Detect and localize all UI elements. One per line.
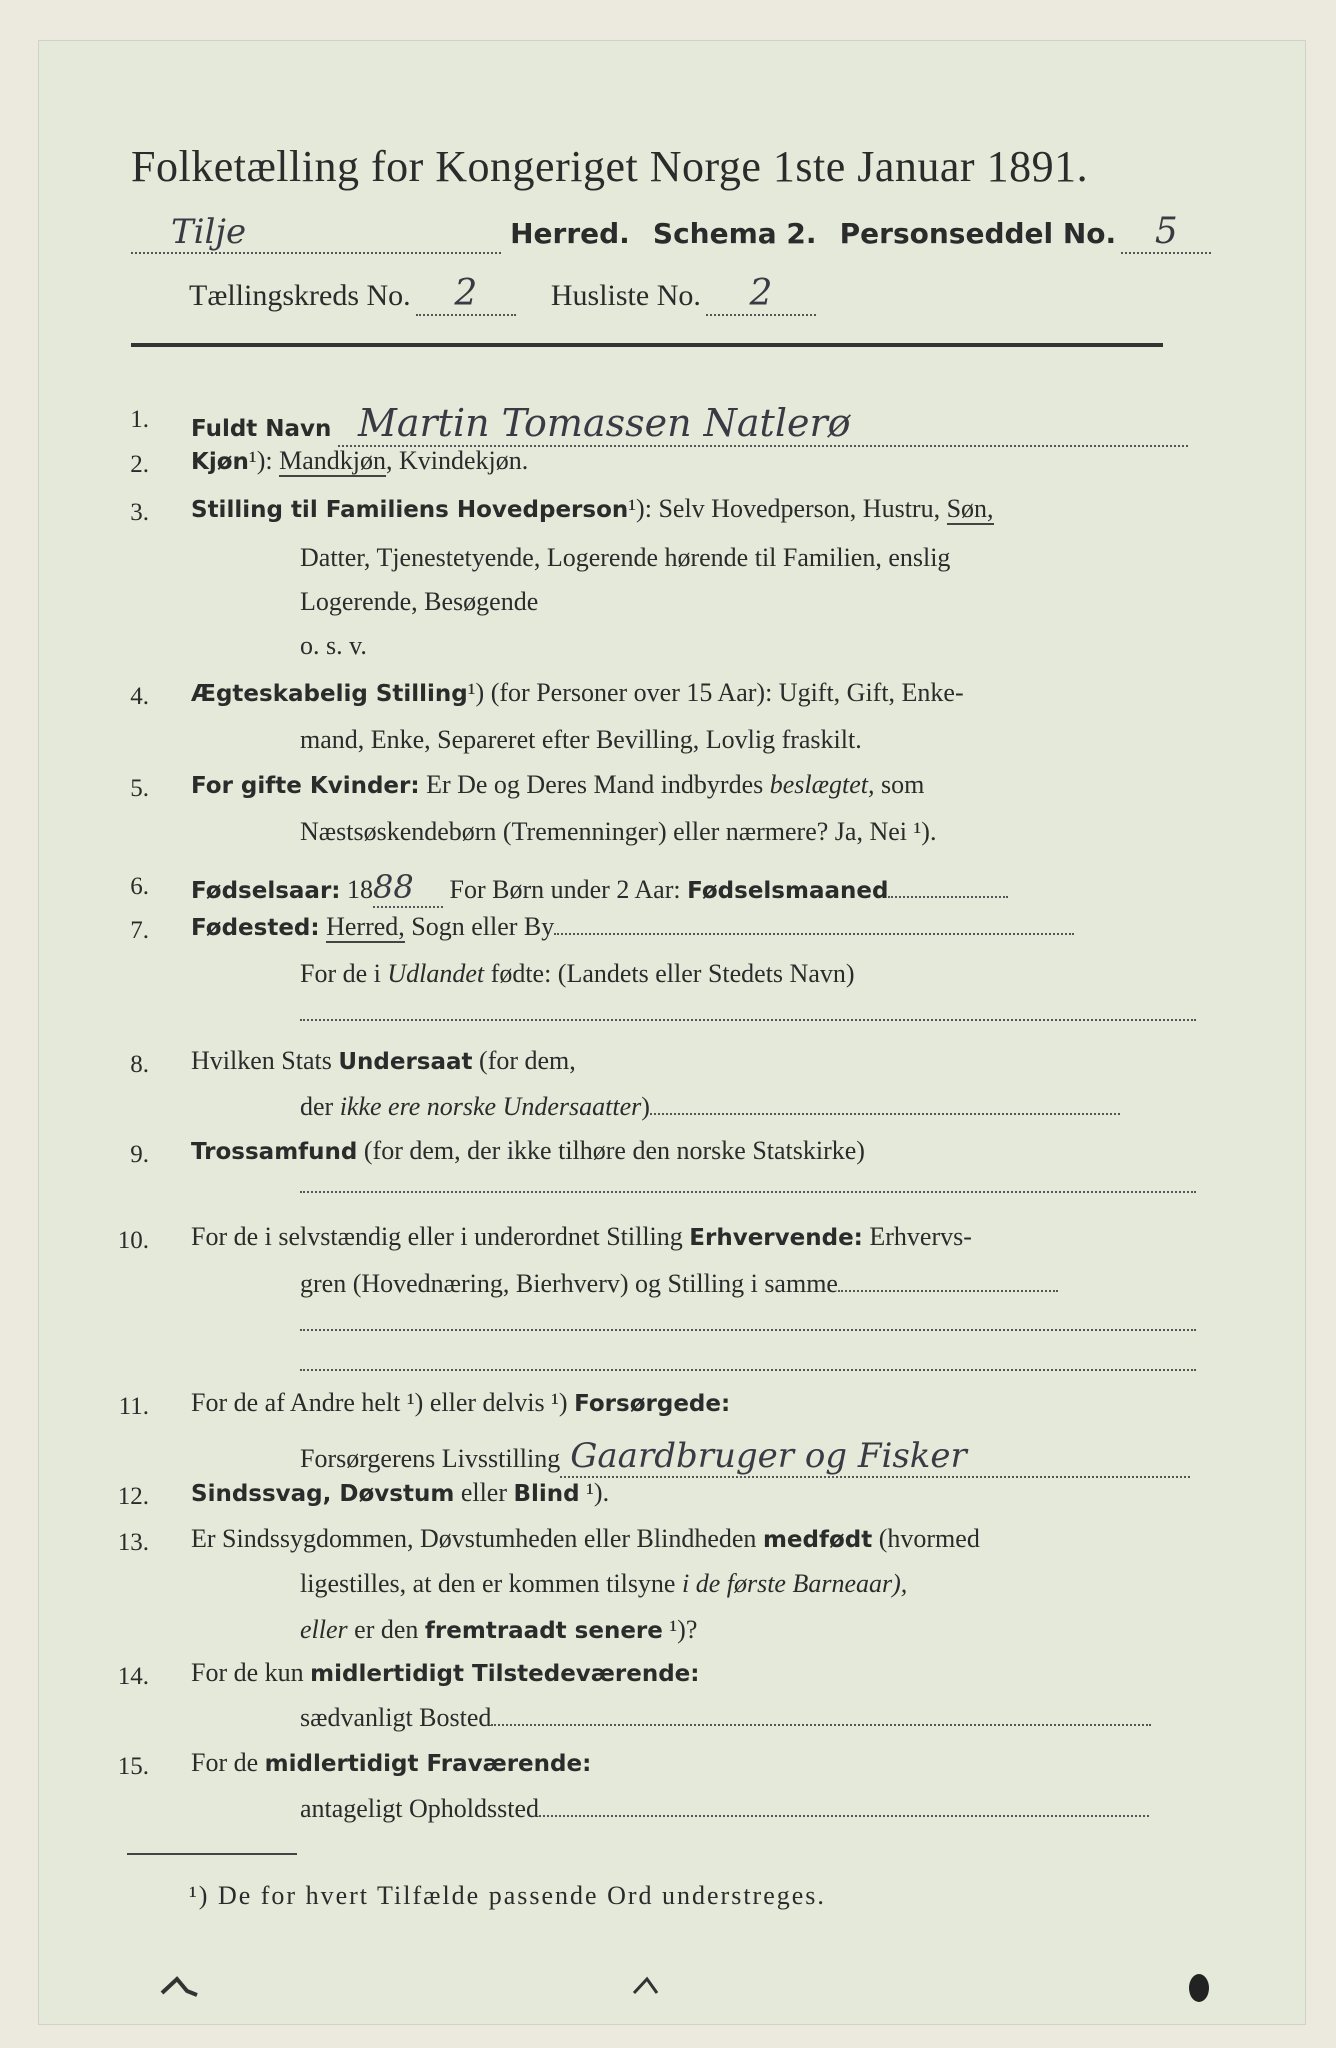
q12-label-2: Blind	[513, 1481, 580, 1507]
q15-label: midlertidigt Fraværende:	[264, 1751, 592, 1777]
q11-value: Gaardbruger og Fisker	[560, 1436, 1190, 1478]
item-number: 8.	[130, 1051, 149, 1078]
item-number: 14.	[117, 1663, 149, 1690]
item-number: 12.	[117, 1483, 149, 1510]
q2-rest: , Kvindekjøn.	[385, 446, 529, 475]
schema-label: Schema 2.	[652, 217, 817, 250]
q5-line-1	[191, 770, 924, 800]
footnote-rule	[127, 1853, 297, 1855]
q6-prefix: 18	[340, 875, 373, 904]
husliste-label: Husliste No.	[550, 279, 701, 312]
q6-label: Fødselsaar:	[191, 878, 341, 904]
q7-label: Fødested:	[191, 915, 320, 941]
q8-text-1b: (for dem,	[472, 1046, 576, 1075]
q3-line-3: Logerende, Besøgende	[300, 587, 539, 616]
q11-text-1a: For de af Andre helt ¹) eller delvis ¹)	[191, 1388, 575, 1417]
q7-line-2	[300, 959, 855, 989]
q14-line-2	[300, 1703, 1151, 1733]
q13-text-3i: eller	[300, 1615, 348, 1644]
q7-text-2b: fødte: (Landets eller Stedets Navn)	[484, 959, 855, 988]
q8-line-2	[300, 1092, 1120, 1122]
q7-answer-line	[300, 1019, 1196, 1021]
q13-line-1	[191, 1524, 980, 1554]
q7-line-1	[191, 912, 1074, 942]
q11-label: Forsørgede:	[574, 1391, 731, 1417]
census-form-sheet	[38, 40, 1306, 2025]
q2-gender	[191, 446, 528, 476]
q10-line-2	[300, 1269, 1058, 1299]
item-number: 9.	[130, 1141, 149, 1168]
q13-line-3	[300, 1615, 697, 1645]
q10-text-1b: Erhvervs-	[862, 1222, 972, 1251]
item-number: 13.	[117, 1529, 149, 1556]
ink-mark-right	[1179, 1966, 1219, 2006]
item-number: 3.	[130, 499, 149, 526]
kreds-label: Tællingskreds No.	[189, 279, 411, 312]
q10-text-2: gren (Hovednæring, Bierhverv) og Stilling i samme	[300, 1269, 838, 1298]
q2-separator: ):	[256, 446, 280, 475]
q11-line-2	[300, 1436, 1190, 1478]
q10-label: Erhvervende:	[689, 1225, 863, 1251]
q9-answer-line	[300, 1191, 1196, 1193]
q7-text-2i: Udlandet	[387, 959, 485, 988]
item-number: 11.	[118, 1393, 149, 1420]
q14-label: midlertidigt Tilstedeværende:	[310, 1661, 700, 1687]
q5-text-1a: Er De og Deres Mand indbyrdes	[419, 770, 770, 799]
q13-label: medfødt	[762, 1527, 873, 1553]
q5-text-1i: beslægtet,	[769, 770, 875, 799]
q13-text-1a: Er Sindssygdommen, Døvstumheden eller Blindheden	[191, 1524, 763, 1553]
item-number: 4.	[130, 683, 149, 710]
q15-line-2	[300, 1794, 1149, 1824]
q15-field	[539, 1815, 1149, 1817]
q6-value: 88	[373, 868, 443, 908]
q10-field	[838, 1290, 1058, 1292]
footnote: ¹) De for hvert Tilfælde passende Ord understreges.	[189, 1881, 826, 1910]
q13-text-3b: ¹)?	[662, 1615, 698, 1644]
q3-option-son: Søn,	[946, 494, 994, 523]
q10-line-1	[191, 1222, 972, 1252]
q1-label: Fuldt Navn	[191, 416, 332, 442]
q13-line-2	[300, 1569, 907, 1599]
q1-value: Martin Tomassen Natlerø	[338, 401, 1188, 447]
form-title: Folketælling for Kongeriget Norge 1ste Januar 1891.	[131, 142, 1089, 191]
q9-label: Trossamfund	[191, 1139, 358, 1165]
q2-label: Kjøn	[191, 449, 249, 475]
item-number: 7.	[130, 917, 149, 944]
herred-label: Herred.	[510, 217, 630, 250]
q12-line	[191, 1478, 609, 1508]
q8-field	[650, 1113, 1120, 1115]
personseddel-label: Personseddel No.	[839, 217, 1117, 250]
item-number: 2.	[130, 451, 149, 478]
q3-line-4: o. s. v.	[300, 631, 367, 660]
q11-line-1	[191, 1388, 730, 1418]
q9-line-1	[191, 1136, 865, 1166]
item-number: 1.	[130, 406, 149, 433]
q4-label: Ægteskabelig Stilling	[191, 681, 468, 707]
q5-label: For gifte Kvinder:	[191, 773, 420, 799]
q12-label: Sindssvag, Døvstum	[191, 1481, 455, 1507]
husliste-value: 2	[706, 273, 816, 316]
q13-text-2a: ligestilles, at den er kommen tilsyne	[300, 1569, 682, 1598]
q13-text-2i: i de første Barneaar),	[681, 1569, 908, 1598]
q6-birth-year	[191, 868, 1008, 908]
ink-mark-left	[157, 1971, 207, 2001]
q13-text-1b: (hvormed	[872, 1524, 980, 1553]
q6-mid: For Børn under 2 Aar:	[443, 875, 688, 904]
q10-answer-line	[300, 1329, 1196, 1331]
header-separator	[131, 343, 1163, 347]
q13-text-3a: er den	[347, 1615, 425, 1644]
q15-text-2: antageligt Opholdssted	[300, 1794, 540, 1823]
q7-field	[554, 933, 1074, 935]
herred-value: Tilje	[131, 212, 501, 254]
q1-full-name	[191, 401, 1191, 447]
q14-field	[491, 1724, 1151, 1726]
kreds-value: 2	[416, 273, 516, 316]
item-number: 6.	[130, 873, 149, 900]
q9-rest: (for dem, der ikke tilhøre den norske Statskirke)	[357, 1136, 865, 1165]
q8-text-2b: )	[641, 1092, 650, 1121]
q3-text-1: ¹): Selv Hovedperson, Hustru,	[628, 494, 947, 523]
q15-line-1	[191, 1748, 591, 1778]
q14-text-2: sædvanligt Bosted	[300, 1703, 492, 1732]
q12-mid: eller	[454, 1478, 514, 1507]
q10-answer-line-2	[300, 1369, 1196, 1371]
q8-label: Undersaat	[338, 1049, 473, 1075]
q14-line-1	[191, 1658, 699, 1688]
q3-label: Stilling til Familiens Hovedperson	[191, 497, 629, 523]
q3-line-2: Datter, Tjenestetyende, Logerende hørende til Familien, enslig	[300, 543, 951, 572]
q12-rest: ¹).	[579, 1478, 610, 1507]
q13-label-2: fremtraadt senere	[424, 1618, 663, 1644]
q6-label-2: Fødselsmaaned	[687, 878, 889, 904]
q2-footnote-mark: ¹	[248, 446, 257, 475]
q15-text-1a: For de	[191, 1748, 265, 1777]
item-number: 5.	[130, 775, 149, 802]
q8-text-1a: Hvilken Stats	[191, 1046, 339, 1075]
q4-line-2: mand, Enke, Separeret efter Bevilling, Lovlig fraskilt.	[300, 725, 862, 754]
ink-mark-center	[629, 1971, 669, 2001]
q14-text-1a: For de kun	[191, 1658, 311, 1687]
kreds-line	[189, 273, 816, 313]
q8-line-1	[191, 1046, 576, 1076]
q10-text-1a: For de i selvstændig eller i underordnet Stilling	[191, 1222, 690, 1251]
q3-line-1	[191, 494, 994, 524]
q7-option-herred: Herred,	[326, 912, 405, 941]
q8-text-2a: der	[300, 1092, 340, 1121]
q5-text-1b: som	[874, 770, 925, 799]
q6-month-field	[888, 896, 1008, 898]
item-number: 15.	[117, 1753, 149, 1780]
item-number: 10.	[117, 1227, 149, 1254]
q2-option-mandkjon: Mandkjøn	[279, 446, 386, 475]
q5-line-2: Næstsøskendebørn (Tremenninger) eller nærmere? Ja, Nei ¹).	[300, 817, 937, 846]
q4-line-1	[191, 678, 964, 708]
q11-text-2: Forsørgerens Livsstilling	[300, 1444, 561, 1473]
q4-text-1: ¹) (for Personer over 15 Aar): Ugift, Gift, Enke-	[467, 678, 964, 707]
q7-text-2a: For de i	[300, 959, 388, 988]
herred-line	[131, 211, 1211, 251]
q8-text-2i: ikke ere norske Undersaatter	[339, 1092, 642, 1121]
q7-rest: Sogn eller By	[404, 912, 555, 941]
personseddel-value: 5	[1121, 211, 1211, 254]
